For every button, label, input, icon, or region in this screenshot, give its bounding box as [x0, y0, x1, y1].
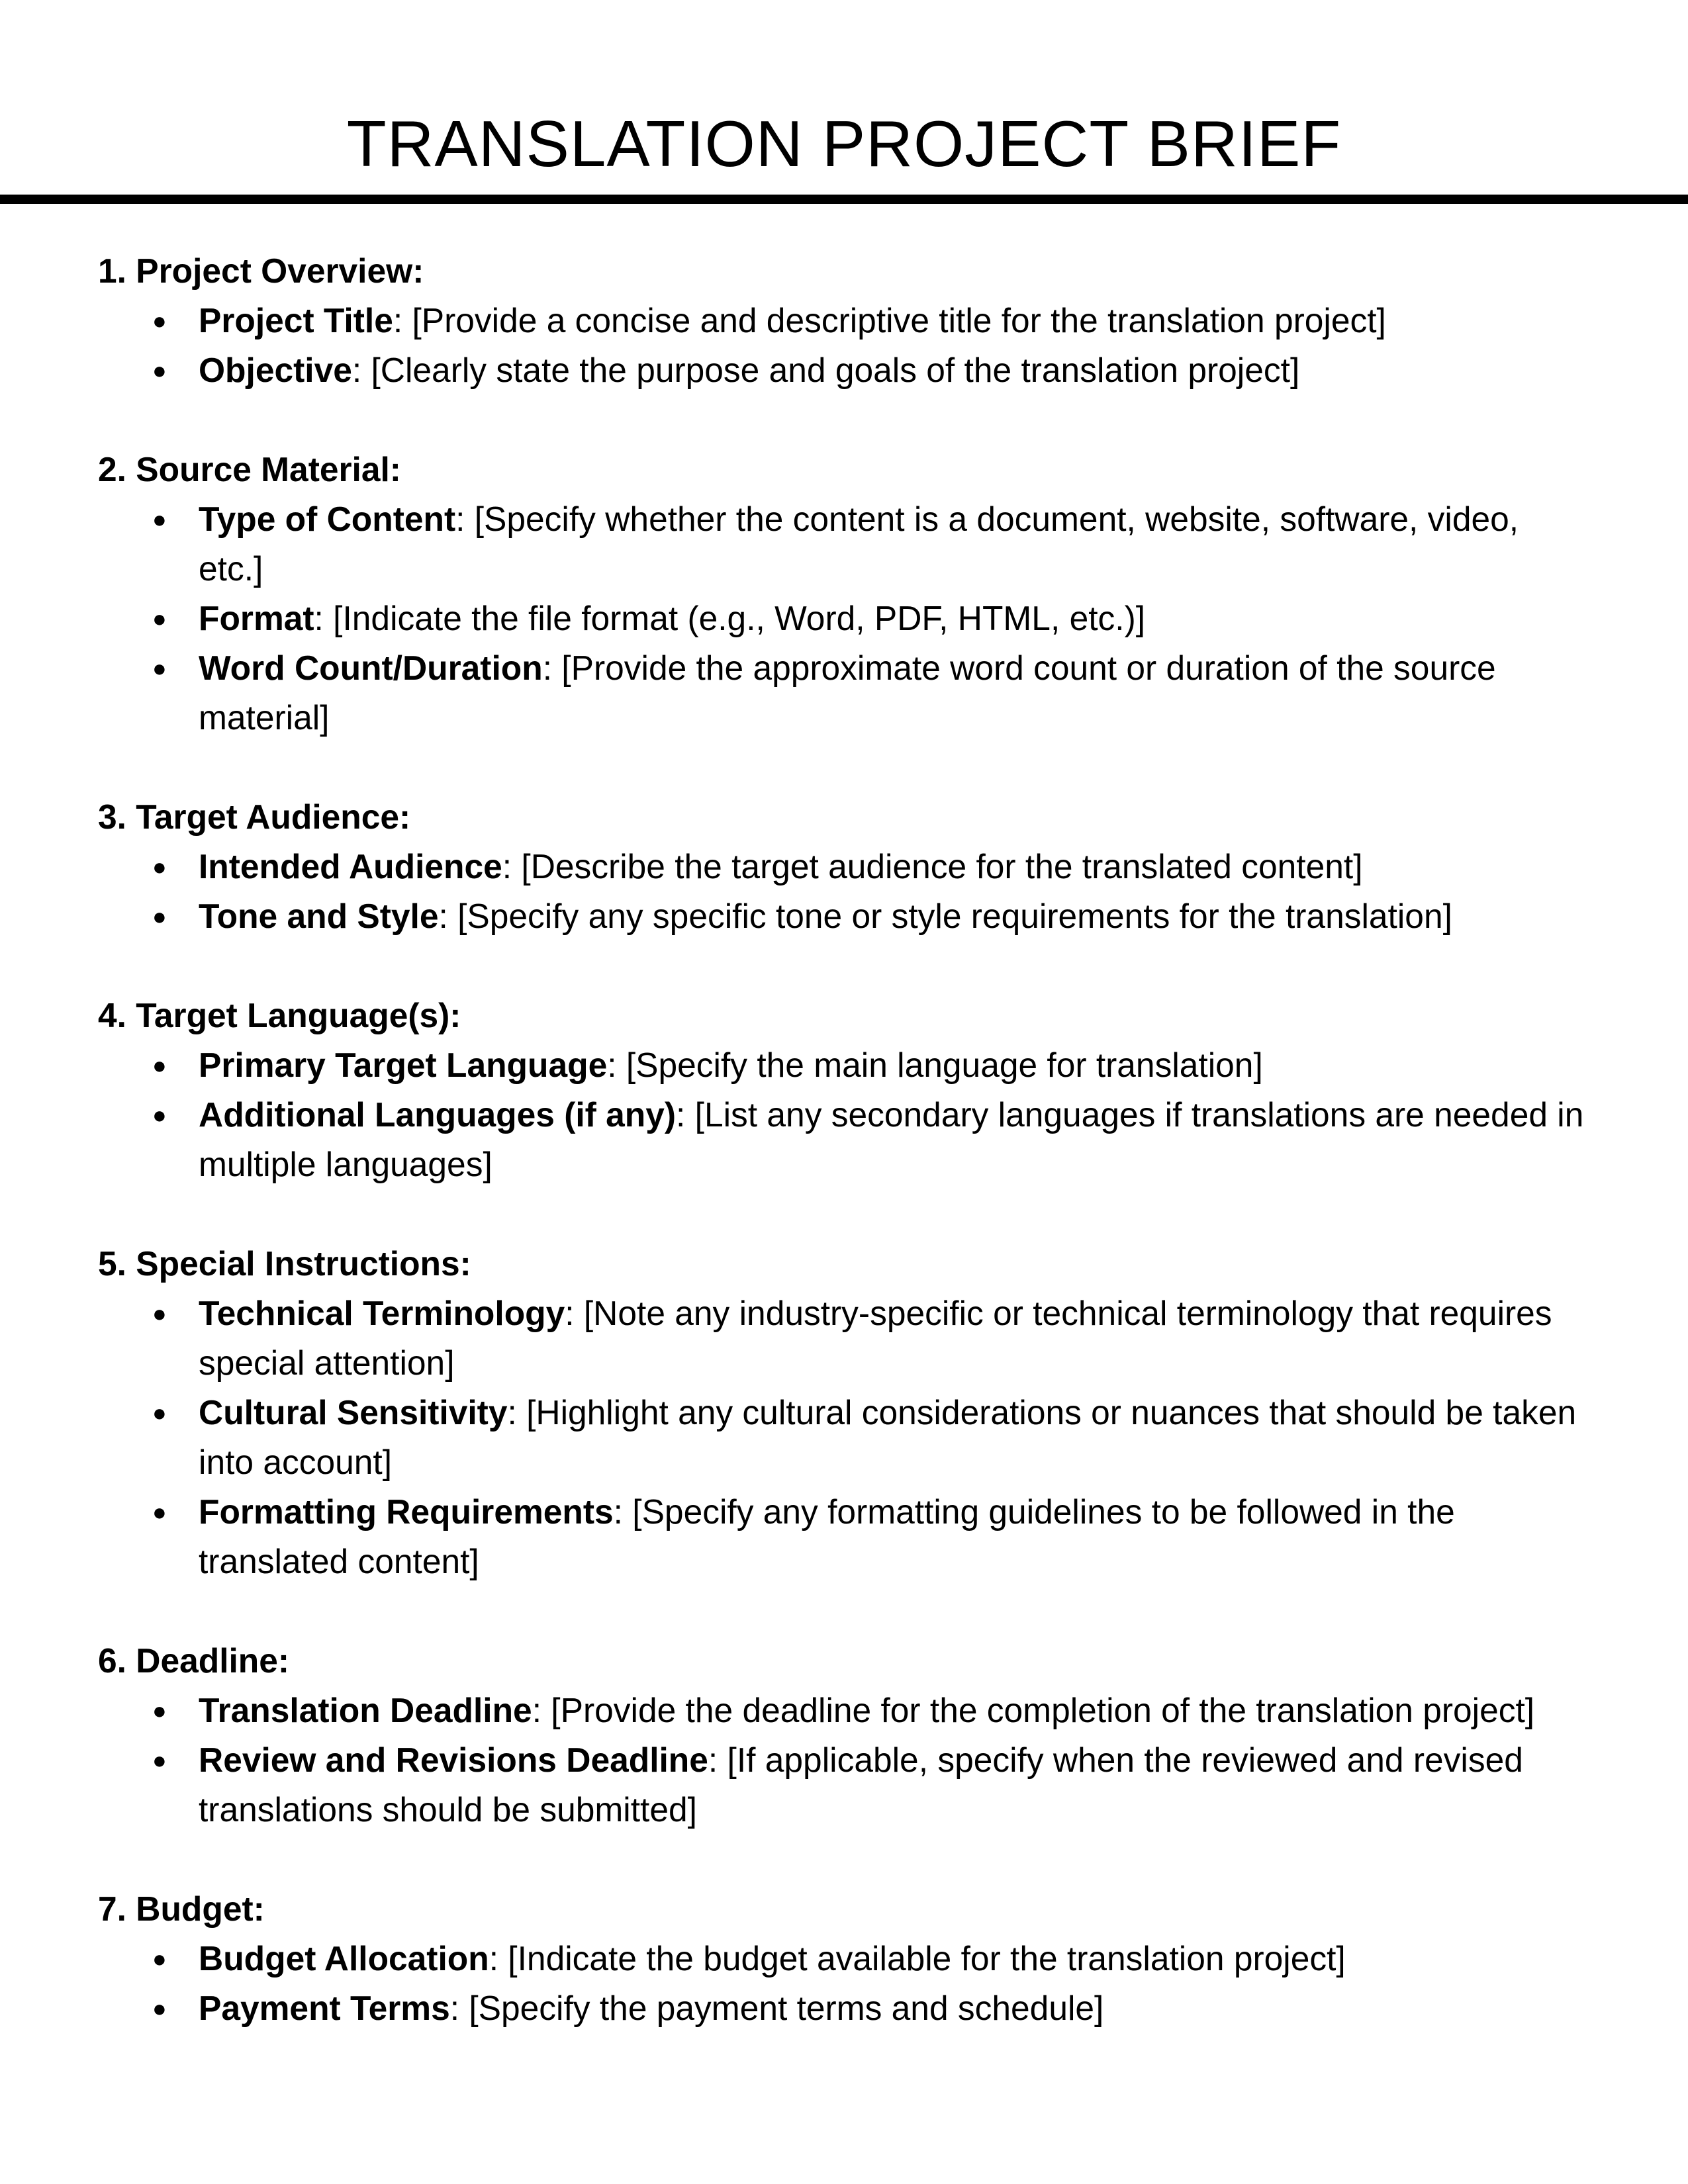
section-items — [98, 296, 1587, 395]
item-label: Technical Terminology — [199, 1294, 565, 1332]
list-item — [98, 1289, 1587, 1388]
item-text: : [Provide the approximate word count or duration of the source material] — [199, 649, 1496, 737]
item-label: Additional Languages (if any) — [199, 1095, 677, 1134]
bullet-icon: ● — [152, 903, 167, 930]
title-divider — [0, 195, 1688, 204]
item-label: Translation Deadline — [199, 1691, 532, 1729]
list-item — [98, 643, 1587, 743]
section-target-languages — [98, 991, 1587, 1189]
bullet-icon: ● — [152, 1101, 167, 1128]
list-item — [98, 296, 1587, 345]
bullet-icon: ● — [152, 1399, 167, 1426]
item-text: : [Clearly state the purpose and goals of the translation project] — [352, 351, 1300, 389]
list-item — [98, 1388, 1587, 1487]
item-text: : [Specify any formatting guidelines to be followed in the translated content] — [199, 1492, 1455, 1580]
item-text: : [Note any industry-specific or technical terminology that requires special attention] — [199, 1294, 1552, 1382]
section-items — [98, 1289, 1587, 1586]
list-item — [98, 1686, 1587, 1735]
bullet-icon: ● — [152, 357, 167, 384]
section-heading: 7. Budget: — [98, 1889, 265, 1928]
section-heading: 1. Project Overview: — [98, 251, 424, 290]
list-item — [98, 594, 1587, 643]
section-project-overview — [98, 246, 1587, 395]
item-text: : [Describe the target audience for the translated content] — [502, 847, 1363, 886]
list-item — [98, 1040, 1587, 1090]
item-label: Review and Revisions Deadline — [199, 1741, 708, 1779]
bullet-icon: ● — [152, 1300, 167, 1327]
item-label: Type of Content — [199, 500, 456, 538]
bullet-icon: ● — [152, 1747, 167, 1774]
item-label: Tone and Style — [199, 897, 439, 935]
item-label: Project Title — [199, 301, 393, 340]
page-title: TRANSLATION PROJECT BRIEF — [346, 107, 1342, 180]
list-item — [98, 1487, 1587, 1586]
list-item — [98, 345, 1587, 395]
item-label: Formatting Requirements — [199, 1492, 614, 1531]
section-items — [98, 842, 1587, 941]
list-item — [98, 494, 1587, 594]
list-item — [98, 842, 1587, 891]
section-deadline — [98, 1636, 1587, 1835]
bullet-icon: ● — [152, 853, 167, 880]
item-label: Cultural Sensitivity — [199, 1393, 508, 1432]
list-item — [98, 1934, 1587, 1983]
bullet-icon: ● — [152, 605, 167, 632]
item-text: : [Provide the deadline for the completion of the translation project] — [532, 1691, 1535, 1729]
section-items — [98, 1934, 1587, 2033]
section-target-audience — [98, 792, 1587, 941]
item-text: : [Provide a concise and descriptive title for the translation project] — [393, 301, 1386, 340]
bullet-icon: ● — [152, 1498, 167, 1525]
item-text: : [If applicable, specify when the reviewed and revised translations should be submitted] — [199, 1741, 1523, 1829]
bullet-icon: ● — [152, 307, 167, 334]
section-heading: 6. Deadline: — [98, 1641, 290, 1680]
section-heading: 4. Target Language(s): — [98, 996, 461, 1034]
list-item — [98, 1735, 1587, 1835]
brief-content — [98, 246, 1587, 2083]
item-label: Format — [199, 599, 314, 637]
bullet-icon: ● — [152, 506, 167, 533]
section-budget — [98, 1884, 1587, 2033]
section-heading: 5. Special Instructions: — [98, 1244, 471, 1283]
item-label: Word Count/Duration — [199, 649, 543, 687]
bullet-icon: ● — [152, 655, 167, 682]
bullet-icon: ● — [152, 1697, 167, 1724]
section-items — [98, 494, 1587, 743]
item-text: : [Specify the payment terms and schedule] — [449, 1989, 1104, 2027]
section-heading: 3. Target Audience: — [98, 797, 411, 836]
list-item — [98, 1983, 1587, 2033]
item-label: Budget Allocation — [199, 1939, 489, 1978]
item-text: : [Specify any specific tone or style requirements for the translation] — [438, 897, 1452, 935]
section-source-material — [98, 445, 1587, 743]
item-label: Primary Target Language — [199, 1046, 608, 1084]
item-label: Intended Audience — [199, 847, 502, 886]
item-text: : [Highlight any cultural considerations or nuances that should be taken into account] — [199, 1393, 1577, 1481]
section-items — [98, 1686, 1587, 1835]
section-special-instructions — [98, 1239, 1587, 1586]
item-text: : [Indicate the file format (e.g., Word, PDF, HTML, etc.)] — [314, 599, 1146, 637]
item-text: : [Specify whether the content is a document, website, software, video, etc.] — [199, 500, 1519, 588]
bullet-icon: ● — [152, 1945, 167, 1972]
item-label: Payment Terms — [199, 1989, 450, 2027]
section-heading: 2. Source Material: — [98, 450, 401, 488]
item-text: : [List any secondary languages if translations are needed in multiple languages] — [199, 1095, 1584, 1183]
list-item — [98, 891, 1587, 941]
list-item — [98, 1090, 1587, 1189]
bullet-icon: ● — [152, 1995, 167, 2022]
section-items — [98, 1040, 1587, 1189]
bullet-icon: ● — [152, 1052, 167, 1079]
item-text: : [Indicate the budget available for the translation project] — [489, 1939, 1346, 1978]
item-label: Objective — [199, 351, 352, 389]
item-text: : [Specify the main language for translation] — [607, 1046, 1263, 1084]
